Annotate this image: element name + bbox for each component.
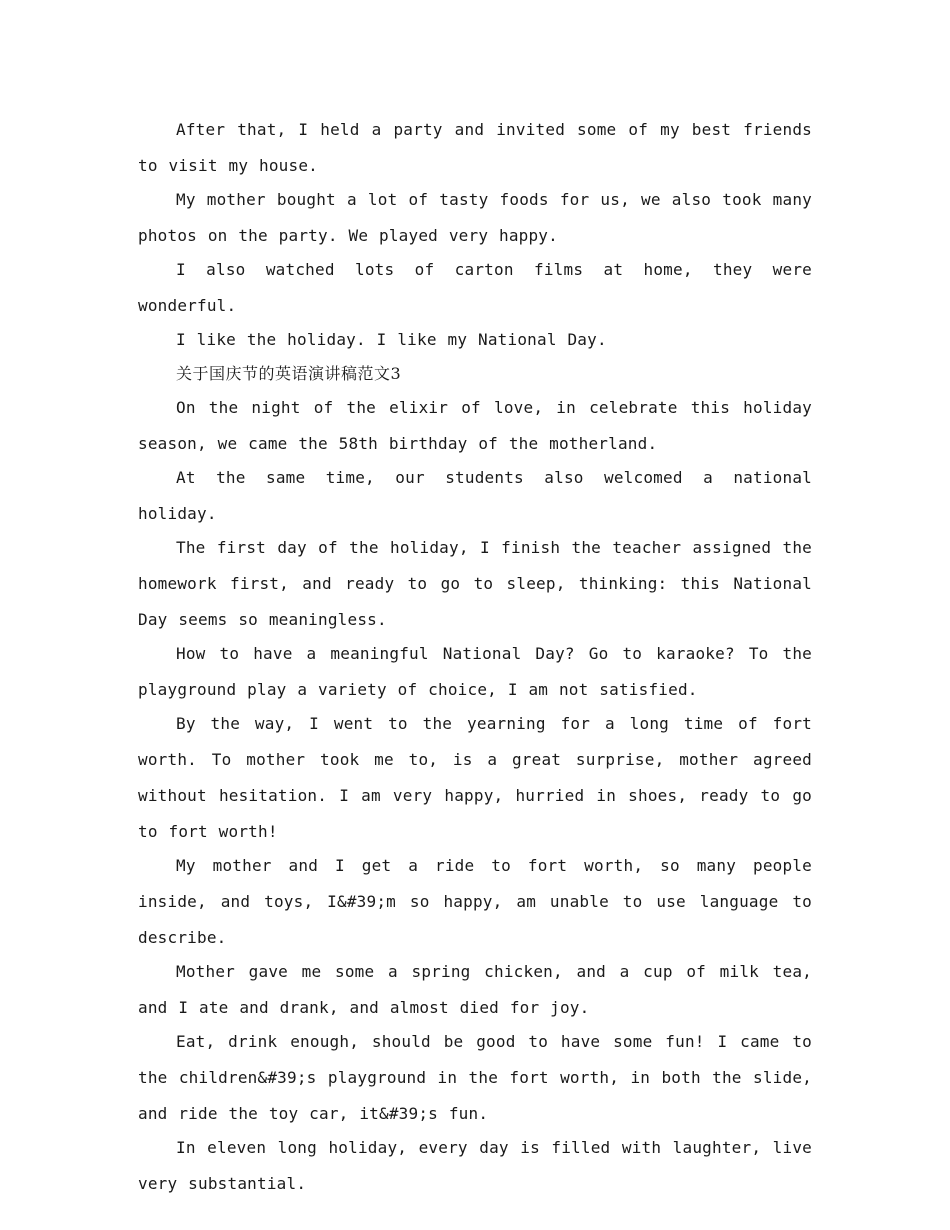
paragraph: How to have a meaningful National Day? Go to karaoke? To the playground play a variety of choice, I am not satisfied. — [138, 644, 812, 699]
paragraph: The first day of the holiday, I finish the teacher assigned the homework first, and ready to go to sleep, thinking: this National Day seems so meaningless. — [138, 538, 812, 629]
paragraph: My mother and I get a ride to fort worth, so many people inside, and toys, I&#39;m so happy, am unable to use language to describe. — [138, 856, 812, 947]
paragraph: At the same time, our students also welcomed a national holiday. — [138, 468, 812, 523]
paragraph: My mother bought a lot of tasty foods for us, we also took many photos on the party. We played very happy. — [138, 190, 812, 245]
paragraph: Mother gave me some a spring chicken, and a cup of milk tea, and I ate and drank, and almost died for joy. — [138, 962, 812, 1017]
paragraph: I like the holiday. I like my National Day. — [176, 330, 607, 349]
paragraph: Eat, drink enough, should be good to have some fun! I came to the children&#39;s playground in the fort worth, in both the slide, and ride the toy car, it&#39;s fun. — [138, 1032, 812, 1123]
paragraph: I also watched lots of carton films at home, they were wonderful. — [138, 260, 812, 315]
paragraph: In eleven long holiday, every day is filled with laughter, live very substantial. — [138, 1138, 812, 1193]
paragraph: After that, I held a party and invited some of my best friends to visit my house. — [138, 120, 812, 175]
section-heading: 关于国庆节的英语演讲稿范文3 — [176, 364, 402, 383]
paragraph: By the way, I went to the yearning for a long time of fort worth. To mother took me to, is a great surprise, mother agreed without hesitation. I am very happy, hurried in shoes, ready to go to fort worth! — [138, 714, 812, 841]
document-body — [138, 112, 812, 1200]
paragraph: On the night of the elixir of love, in celebrate this holiday season, we came the 58th birthday of the motherland. — [138, 398, 812, 453]
